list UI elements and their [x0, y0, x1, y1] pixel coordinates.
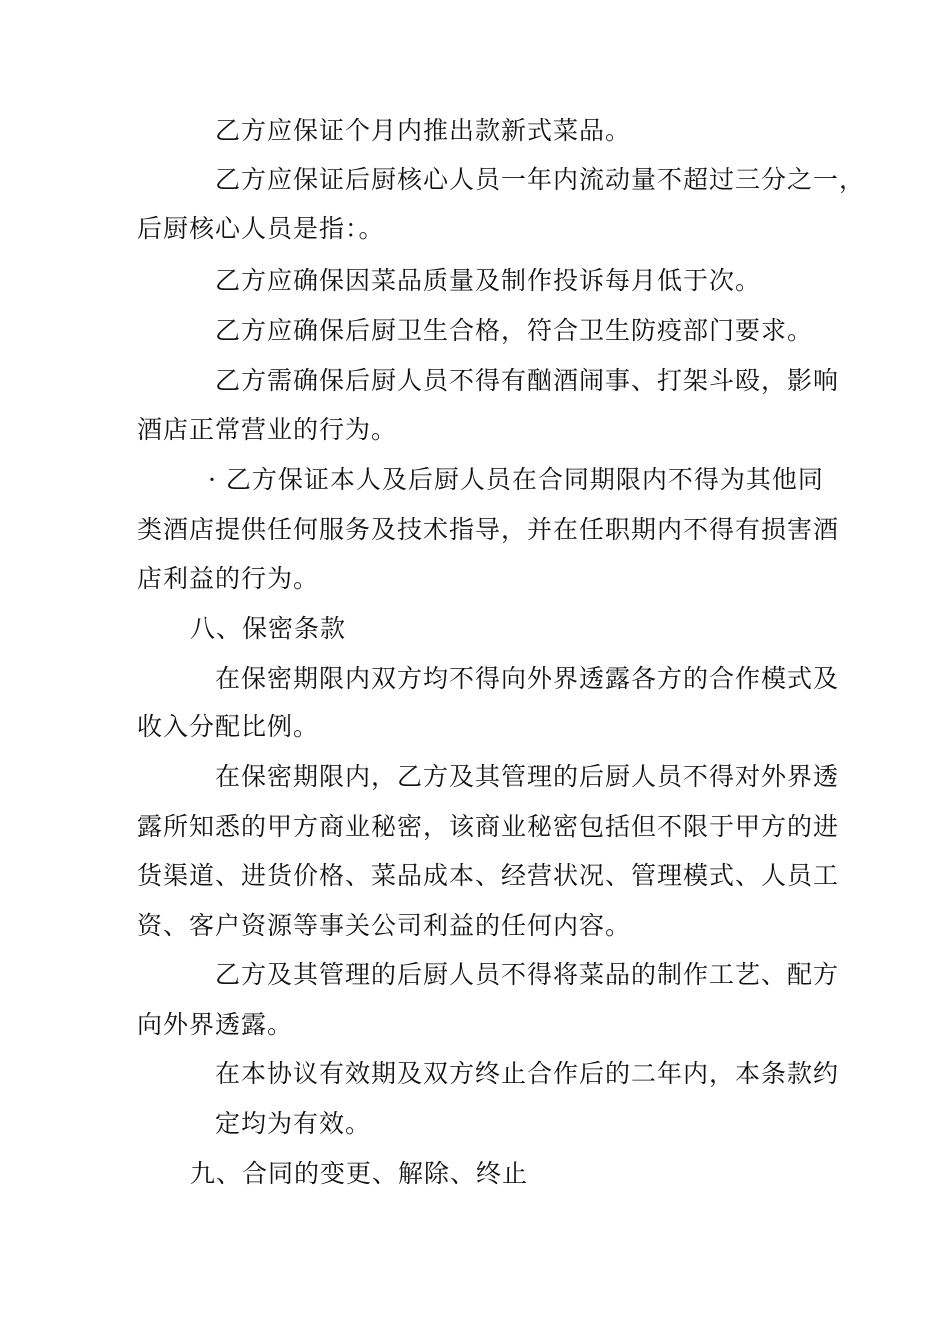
section-heading: 九、合同的变更、解除、终止 [190, 1159, 529, 1188]
paragraph-line: 露所知悉的甲方商业秘密，该商业秘密包括但不限于甲方的进 [137, 812, 840, 841]
section-heading: 八、保密条款 [190, 614, 347, 643]
paragraph-line: 收入分配比例。 [137, 712, 320, 741]
paragraph-line: 在本协议有效期及双方终止合作后的二年内，本条款约 [215, 1059, 840, 1088]
paragraph-line: 在保密期限内双方均不得向外界透露各方的合作模式及 [215, 664, 840, 693]
paragraph-line: 向外界透露。 [137, 1010, 294, 1039]
paragraph-line: 货渠道、进货价格、菜品成本、经营状况、管理模式、人员工 [137, 861, 840, 890]
paragraph-line: 在保密期限内，乙方及其管理的后厨人员不得对外界透 [215, 762, 840, 791]
paragraph-line: · 乙方保证本人及后厨人员在合同期限内不得为其他同 [208, 465, 824, 494]
paragraph-line: 乙方需确保后厨人员不得有酗酒闹事、打架斗殴，影响 [215, 366, 840, 395]
paragraph-line: 店利益的行为。 [137, 564, 320, 593]
paragraph-line: 乙方应确保后厨卫生合格，符合卫生防疫部门要求。 [215, 316, 814, 345]
paragraph-line: 资、客户资源等事关公司利益的任何内容。 [137, 911, 632, 940]
paragraph-line: 类酒店提供任何服务及技术指导，并在任职期内不得有损害酒 [137, 515, 840, 544]
paragraph-line: 定均为有效。 [215, 1109, 372, 1138]
paragraph-line: 乙方及其管理的后厨人员不得将菜品的制作工艺、配方 [215, 960, 840, 989]
paragraph-line: 后厨核心人员是指：。 [137, 214, 385, 243]
paragraph-line: 乙方应保证后厨核心人员一年内流动量不超过三分之一， [215, 165, 866, 194]
paragraph-line: 乙方应确保因菜品质量及制作投诉每月低于次。 [215, 266, 762, 295]
paragraph-line: 乙方应保证个月内推出款新式菜品。 [215, 116, 632, 145]
paragraph-line: 酒店正常营业的行为。 [137, 415, 398, 444]
